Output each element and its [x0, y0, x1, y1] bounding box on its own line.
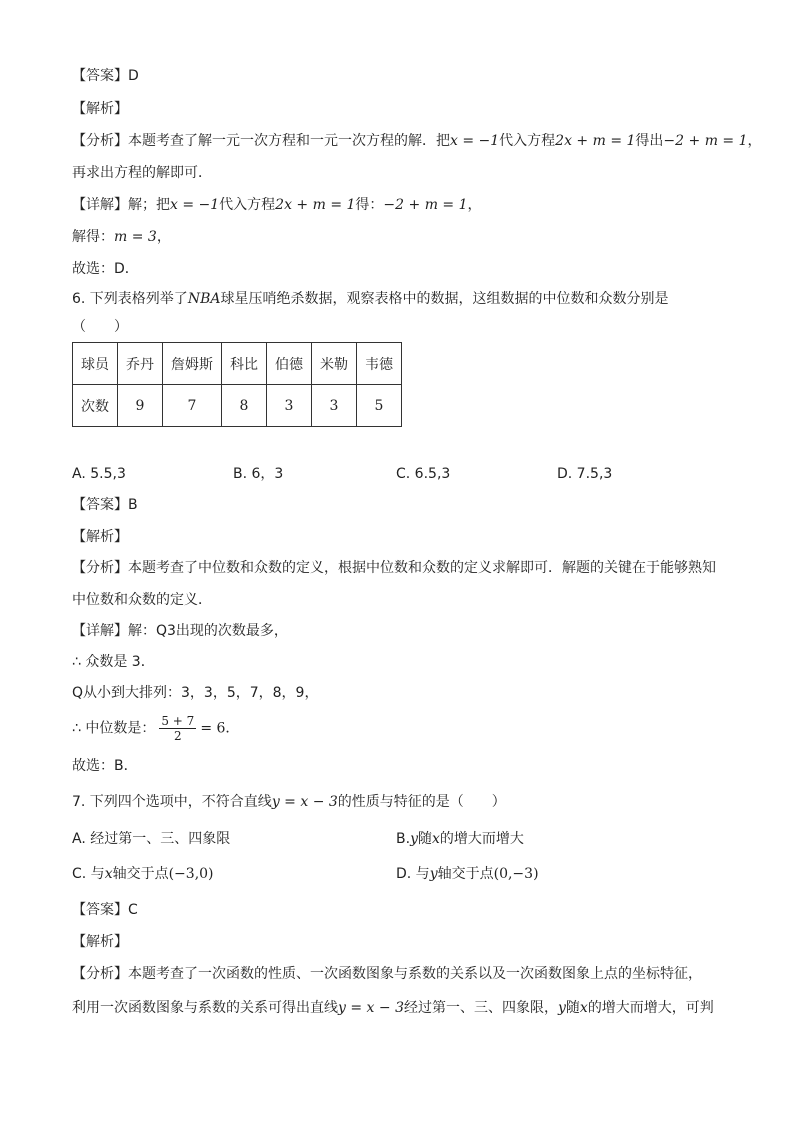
- text: 6. 下列表格列举了: [72, 291, 188, 307]
- answer-label: 【答案】: [72, 902, 128, 918]
- q5-solve-line: [72, 227, 171, 247]
- text: 代入方程: [499, 133, 556, 149]
- text: ∴ 中位数是：: [72, 720, 156, 737]
- table-row: [73, 343, 402, 385]
- table-cell: 8: [222, 385, 267, 427]
- math-expr: −2 + m = 1: [383, 197, 468, 213]
- answer-value: C: [128, 902, 138, 918]
- math-expr: x = −1: [450, 133, 500, 149]
- q6-sort-line: Q从小到大排列：3，3，5，7，8，9，: [72, 685, 319, 701]
- text: 利用一次函数图象与系数的关系可得出直线: [72, 1000, 338, 1016]
- q7-stem: [72, 792, 506, 812]
- text: 解得：: [72, 229, 114, 245]
- fenxi-label: 【分析】: [72, 966, 128, 982]
- table-cell: 詹姆斯: [163, 343, 222, 385]
- text: 轴交于点: [112, 866, 169, 882]
- text: 球星压哨绝杀数据，观察表格中的数据，这组数据的中位数和众数分别是: [220, 291, 669, 307]
- q6-option-d: D. 7.5,3: [557, 466, 613, 482]
- text: 解：Q3出现的次数最多，: [128, 623, 288, 639]
- q6-data-table: [72, 342, 402, 427]
- math-expr: (−3,0): [168, 866, 214, 882]
- math-expr: 2x + m = 1: [555, 133, 636, 149]
- text: ，: [747, 133, 762, 149]
- text: 7. 下列四个选项中，不符合直线: [72, 794, 272, 810]
- table-row: [73, 385, 402, 427]
- text: 解；把: [128, 197, 170, 213]
- text: 的性质与特征的是（ ）: [337, 794, 506, 810]
- text: C. 与: [72, 866, 105, 882]
- q6-median-line: [72, 714, 239, 743]
- q6-option-c: C. 6.5,3: [396, 466, 451, 482]
- q5-choose-line: 故选：D．: [72, 261, 139, 277]
- text: ．: [225, 720, 240, 737]
- q6-option-b: B. 6，3: [233, 466, 284, 482]
- math-expr: y: [557, 1000, 566, 1016]
- math-expr: x: [104, 866, 113, 882]
- math-expr: = 6: [200, 720, 226, 737]
- table-cell: 乔丹: [118, 343, 163, 385]
- q7-option-b: [396, 829, 524, 849]
- q6-stem: [72, 289, 668, 309]
- math-expr: y = x − 3: [271, 794, 338, 810]
- table-cell: 次数: [73, 385, 118, 427]
- math-expr: y: [410, 831, 418, 847]
- math-expr: x: [431, 831, 440, 847]
- fraction-numerator: 5 + 7: [161, 714, 195, 728]
- fraction-denominator: 2: [174, 729, 182, 743]
- math-expr: x: [579, 1000, 588, 1016]
- text: 本题考查了解一元一次方程和一元一次方程的解．把: [128, 133, 450, 149]
- table-cell: 3: [312, 385, 357, 427]
- xiangjie-label: 【详解】: [72, 197, 128, 213]
- q6-mode-line: ∴ 众数是 3．: [72, 654, 155, 670]
- q5-answer-line: [72, 66, 139, 86]
- xiangjie-label: 【详解】: [72, 623, 128, 639]
- text: 随: [565, 1000, 580, 1016]
- q6-paren: （ ）: [72, 319, 128, 335]
- text: 本题考查了一次函数的性质、一次函数图象与系数的关系以及一次函数图象上点的坐标特征，: [128, 966, 702, 982]
- text: ，: [156, 229, 171, 245]
- q6-fenxi-line-2: 中位数和众数的定义．: [72, 592, 212, 608]
- text: 随: [417, 831, 432, 847]
- math-expr: m = 3: [114, 229, 157, 245]
- q6-answer-line: [72, 495, 138, 515]
- q7-option-d: [396, 864, 539, 884]
- table-cell: 伯德: [267, 343, 312, 385]
- q7-analysis-heading: 【解析】: [72, 934, 128, 950]
- q6-fenxi-line-1: [72, 558, 716, 578]
- answer-value: B: [128, 497, 138, 513]
- q7-fenxi-line-2: [72, 998, 714, 1018]
- table-cell: 5: [357, 385, 402, 427]
- text: 的增大而增大: [439, 831, 524, 847]
- q7-answer-line: [72, 900, 138, 920]
- table-cell: 3: [267, 385, 312, 427]
- table-cell: 科比: [222, 343, 267, 385]
- q7-option-a: A. 经过第一、三、四象限: [72, 831, 231, 847]
- table-cell: 7: [163, 385, 222, 427]
- text: 本题考查了中位数和众数的定义，根据中位数和众数的定义求解即可．解题的关键在于能够熟知: [128, 560, 716, 576]
- text: ，: [467, 197, 482, 213]
- q5-fenxi-line-2: 再求出方程的解即可．: [72, 165, 212, 181]
- q6-analysis-heading: 【解析】: [72, 529, 128, 545]
- median-fraction: [159, 714, 196, 743]
- q5-analysis-heading: 【解析】: [72, 101, 128, 117]
- math-expr: (0,−3): [493, 866, 539, 882]
- text: 经过第一、三、四象限，: [403, 1000, 558, 1016]
- math-expr: x = −1: [170, 197, 220, 213]
- text: 得：: [355, 197, 384, 213]
- math-expr: y: [429, 866, 438, 882]
- q6-xiangjie-line: [72, 621, 288, 641]
- text: 得出: [635, 133, 664, 149]
- answer-value: D: [128, 68, 139, 84]
- q6-option-a: A. 5.5,3: [72, 466, 126, 482]
- table-cell: 9: [118, 385, 163, 427]
- table-cell: 米勒: [312, 343, 357, 385]
- q6-choose-line: 故选：B．: [72, 758, 138, 774]
- math-expr: −2 + m = 1: [663, 133, 748, 149]
- math-expr: y = x − 3: [338, 1000, 404, 1016]
- table-cell: 球员: [73, 343, 118, 385]
- answer-label: 【答案】: [72, 68, 128, 84]
- q5-fenxi-line-1: [72, 131, 762, 151]
- text: 代入方程: [219, 197, 276, 213]
- q7-fenxi-line-1: [72, 964, 702, 984]
- fenxi-label: 【分析】: [72, 133, 128, 149]
- text: 轴交于点: [437, 866, 494, 882]
- text: 的增大而增大，可判: [587, 1000, 714, 1016]
- text: D. 与: [396, 866, 430, 882]
- q7-option-c: [72, 864, 214, 884]
- math-expr: NBA: [187, 291, 221, 307]
- q5-xiangjie-line: [72, 195, 482, 215]
- math-expr: 2x + m = 1: [275, 197, 356, 213]
- table-cell: 韦德: [357, 343, 402, 385]
- text: B.: [396, 831, 411, 847]
- fenxi-label: 【分析】: [72, 560, 128, 576]
- answer-label: 【答案】: [72, 497, 128, 513]
